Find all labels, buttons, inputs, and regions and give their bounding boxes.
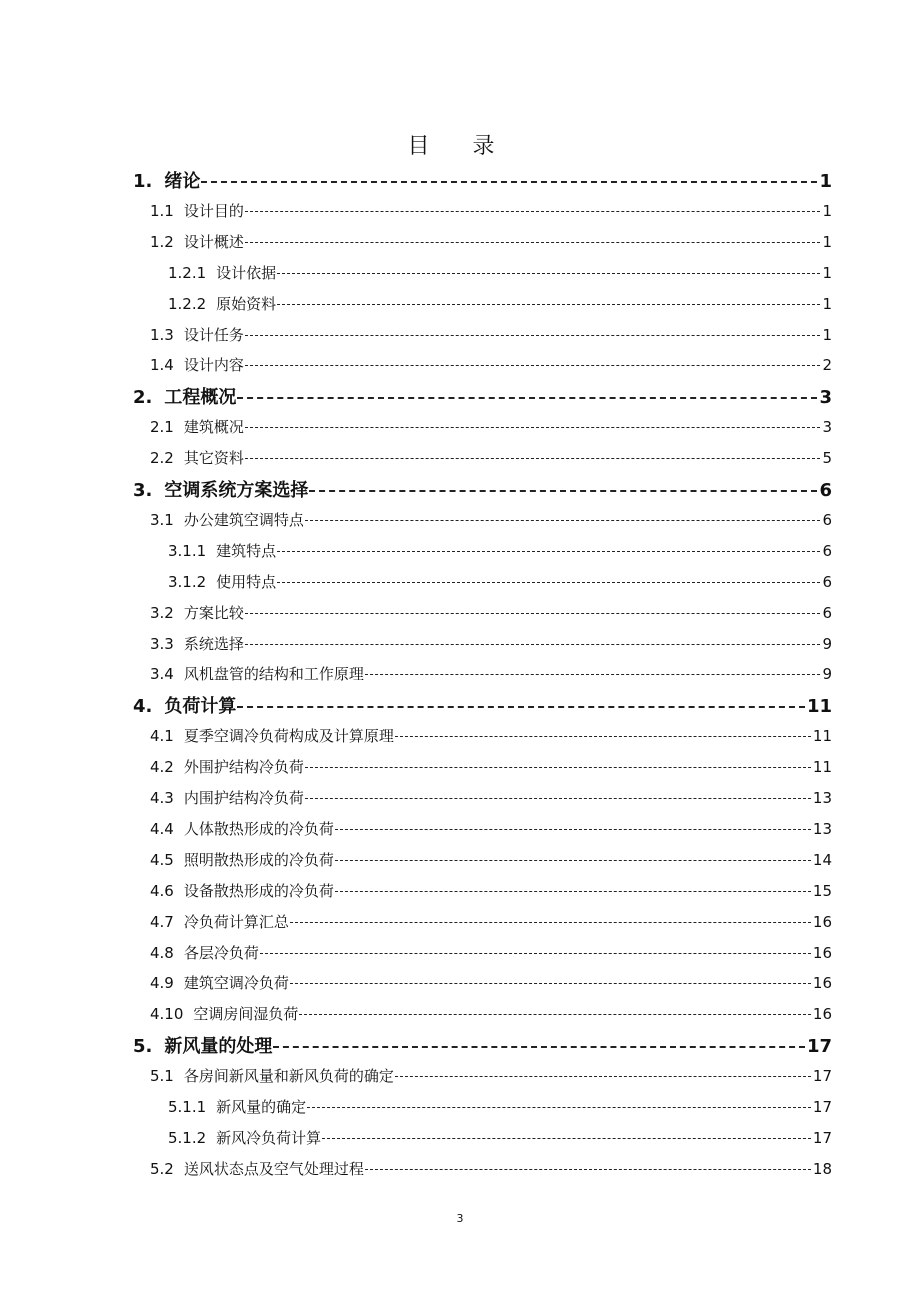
dot-leader [237, 397, 817, 399]
toc-entry-page: 1 [822, 325, 832, 344]
toc-entry-title: 人体散热形成的冷负荷 [183, 819, 334, 838]
toc-entry-title: 新风冷负荷计算 [216, 1128, 322, 1147]
toc-entry-title: 方案比较 [183, 603, 244, 622]
toc-entry[interactable] [168, 572, 832, 592]
toc-entry[interactable] [150, 510, 832, 530]
dot-leader [290, 983, 811, 984]
toc-entry[interactable] [150, 912, 832, 932]
toc-entry[interactable] [168, 541, 832, 561]
toc-entry[interactable] [150, 881, 832, 901]
toc-entry-title: 设计内容 [183, 356, 244, 375]
toc-entry[interactable] [150, 664, 832, 684]
toc-entry[interactable] [168, 1097, 832, 1117]
toc-entry-number: 3.1.1 [168, 541, 207, 560]
toc-entry-title: 设计概述 [183, 232, 244, 251]
toc-entry[interactable] [150, 201, 832, 221]
toc-entry-page: 15 [812, 881, 832, 900]
dot-leader [305, 520, 820, 521]
toc-entry[interactable] [150, 417, 832, 437]
dot-leader [322, 1138, 811, 1139]
toc-entry-title: 外围护结构冷负荷 [183, 758, 304, 777]
dot-leader [365, 1169, 811, 1170]
dot-leader [245, 335, 820, 336]
toc-entry-title: 设计目的 [183, 201, 244, 220]
toc-entry-title: 新风量的处理 [164, 1036, 273, 1058]
dot-leader [335, 860, 811, 861]
toc-entry-number: 3. [133, 480, 153, 501]
toc-entry[interactable] [133, 479, 832, 503]
toc-entry-number: 1.4 [150, 356, 174, 375]
toc-entry-page: 16 [812, 912, 832, 931]
toc-entry-number: 4.10 [150, 1005, 184, 1024]
toc-entry[interactable] [150, 726, 832, 746]
toc-entry[interactable] [150, 1159, 832, 1179]
toc-entry-number: 4.3 [150, 789, 174, 807]
toc-title: 目 录 [407, 134, 513, 159]
toc-entry-page: 16 [812, 1005, 832, 1024]
toc-entry-page: 6 [822, 510, 832, 529]
toc-entry-number: 4.4 [150, 819, 174, 838]
dot-leader [395, 1076, 811, 1077]
toc-entry-number: 1.1 [150, 201, 174, 220]
toc-entry-number: 1.2 [150, 232, 174, 251]
toc-entry[interactable] [150, 603, 832, 623]
toc-entry-page: 17 [812, 1098, 832, 1116]
dot-leader [277, 582, 820, 583]
dot-leader [335, 829, 811, 830]
toc-entry-page: 11 [806, 696, 832, 718]
toc-entry-title: 内围护结构冷负荷 [183, 789, 304, 807]
toc-entry-title: 建筑空调冷负荷 [183, 974, 289, 993]
toc-entry-title: 冷负荷计算汇总 [183, 912, 289, 931]
toc-entry[interactable] [150, 325, 832, 345]
toc-entry-page: 6 [822, 603, 832, 622]
toc-entry-page: 5 [822, 449, 832, 468]
toc-entry-number: 4. [133, 696, 153, 718]
toc-entry-page: 1 [822, 232, 832, 251]
toc-entry-title: 负荷计算 [164, 696, 237, 718]
dot-leader [245, 242, 820, 243]
dot-leader [290, 922, 811, 923]
dot-leader [245, 211, 820, 212]
toc-entry-number: 4.1 [150, 727, 174, 746]
toc-entry-page: 13 [812, 789, 832, 807]
toc-entry-number: 1.2.1 [168, 263, 207, 282]
toc-entry-number: 4.2 [150, 758, 174, 777]
dot-leader [299, 1014, 810, 1015]
dot-leader [309, 490, 817, 492]
dot-leader [260, 953, 811, 954]
toc-entry-title: 其它资料 [183, 449, 244, 468]
toc-entry-page: 6 [822, 541, 832, 560]
dot-leader [201, 181, 817, 183]
toc-entry[interactable] [150, 788, 832, 808]
toc-entry-page: 17 [806, 1036, 832, 1058]
toc-entry-title: 设计任务 [183, 325, 244, 344]
toc-entry-number: 3.4 [150, 665, 174, 684]
toc-entry-title: 空调房间湿负荷 [193, 1005, 299, 1024]
toc-entry[interactable] [150, 819, 832, 839]
toc-entry-page: 9 [822, 665, 832, 684]
toc-entry-number: 3.1.2 [168, 572, 207, 591]
toc-entry-page: 11 [812, 727, 832, 746]
toc-entry-page: 17 [812, 1128, 832, 1147]
toc-entry-number: 4.6 [150, 881, 174, 900]
toc-entry-number: 4.5 [150, 850, 174, 869]
toc-entry-number: 3.1 [150, 510, 174, 529]
toc-entry-title: 风机盘管的结构和工作原理 [183, 665, 364, 684]
toc-entry[interactable] [150, 973, 832, 993]
toc-entry-number: 3.2 [150, 603, 174, 622]
toc-entry-title: 夏季空调冷负荷构成及计算原理 [183, 727, 394, 746]
toc-entry[interactable] [168, 263, 832, 283]
toc-entry-title: 建筑概况 [183, 418, 244, 437]
toc-entry-number: 5.1 [150, 1067, 174, 1086]
dot-leader [245, 365, 820, 366]
toc-entry-number: 1.3 [150, 325, 174, 344]
dot-leader [237, 706, 805, 708]
toc-entry-page: 6 [819, 480, 832, 501]
toc-entry-page: 1 [819, 171, 832, 192]
toc-entry-title: 建筑特点 [216, 541, 277, 560]
toc-entry-page: 1 [822, 294, 832, 313]
dot-leader [273, 1046, 805, 1048]
toc-entry-number: 3.3 [150, 634, 174, 653]
toc-entry-title: 各房间新风量和新风负荷的确定 [183, 1067, 394, 1086]
toc-entry[interactable] [150, 232, 832, 252]
toc-entry-number: 2.1 [150, 418, 174, 437]
toc-entry[interactable] [150, 355, 832, 375]
dot-leader [245, 427, 820, 428]
toc-entry-number: 4.8 [150, 943, 174, 962]
toc-entry-page: 13 [812, 819, 832, 838]
toc-entry-title: 系统选择 [183, 634, 244, 653]
toc-entry-number: 4.9 [150, 974, 174, 993]
toc-entry-number: 4.7 [150, 912, 174, 931]
toc-entry-title: 使用特点 [216, 572, 277, 591]
toc-entry-page: 17 [812, 1067, 832, 1086]
toc-entry[interactable] [133, 695, 832, 719]
toc-entry-number: 5.1.1 [168, 1098, 207, 1116]
toc-entry-title: 空调系统方案选择 [164, 480, 309, 501]
toc-entry-page: 3 [819, 387, 832, 409]
toc-entry-number: 2. [133, 387, 153, 409]
dot-leader [395, 736, 811, 737]
dot-leader [335, 891, 811, 892]
toc-entry-page: 14 [812, 850, 832, 869]
toc-entry-page: 1 [822, 201, 832, 220]
dot-leader [305, 798, 811, 799]
toc-entry-page: 6 [822, 572, 832, 591]
toc-entry-title: 各层冷负荷 [183, 943, 259, 962]
toc-entry[interactable] [168, 294, 832, 314]
toc-entry-page: 3 [822, 418, 832, 437]
toc-entry-page: 18 [812, 1159, 832, 1178]
toc-entry-title: 工程概况 [164, 387, 237, 409]
toc-entry-title: 新风量的确定 [216, 1098, 307, 1116]
dot-leader [277, 273, 820, 274]
toc-entry[interactable] [150, 757, 832, 777]
toc-entry[interactable] [150, 1004, 832, 1024]
dot-leader [277, 304, 820, 305]
dot-leader [277, 551, 820, 552]
toc-entry[interactable] [133, 386, 832, 410]
toc-entry[interactable] [133, 1035, 832, 1059]
toc-entry[interactable] [150, 448, 832, 468]
toc-entry-page: 2 [822, 356, 832, 375]
toc-entry-page: 16 [812, 974, 832, 993]
dot-leader [307, 1107, 811, 1108]
dot-leader [305, 767, 811, 768]
toc-entry[interactable] [150, 943, 832, 963]
dot-leader [365, 674, 820, 675]
toc-entry-page: 1 [822, 263, 832, 282]
toc-entry-title: 原始资料 [216, 294, 277, 313]
toc-entry-number: 5.1.2 [168, 1128, 207, 1147]
toc-entry[interactable] [168, 1128, 832, 1148]
toc-entry[interactable] [150, 634, 832, 654]
toc-entry-title: 绪论 [164, 171, 201, 192]
toc-entry-number: 1.2.2 [168, 294, 207, 313]
dot-leader [245, 644, 820, 645]
toc-entry[interactable] [150, 1066, 832, 1086]
toc-entry-page: 16 [812, 943, 832, 962]
toc-entry-title: 办公建筑空调特点 [183, 510, 304, 529]
toc-entry-page: 11 [812, 758, 832, 777]
toc-entry-number: 2.2 [150, 449, 174, 468]
toc-entry-number: 5. [133, 1036, 153, 1058]
toc-entry-title: 照明散热形成的冷负荷 [183, 850, 334, 869]
dot-leader [245, 613, 820, 614]
toc-entry[interactable] [150, 850, 832, 870]
toc-entry-number: 1. [133, 171, 153, 192]
toc-entry-page: 9 [822, 634, 832, 653]
toc-entry[interactable] [133, 170, 832, 194]
toc-entry-title: 设计依据 [216, 263, 277, 282]
page-number: 3 [456, 1212, 464, 1225]
toc-entry-title: 送风状态点及空气处理过程 [183, 1159, 364, 1178]
dot-leader [245, 458, 820, 459]
toc-entry-number: 5.2 [150, 1159, 174, 1178]
toc-entry-title: 设备散热形成的冷负荷 [183, 881, 334, 900]
